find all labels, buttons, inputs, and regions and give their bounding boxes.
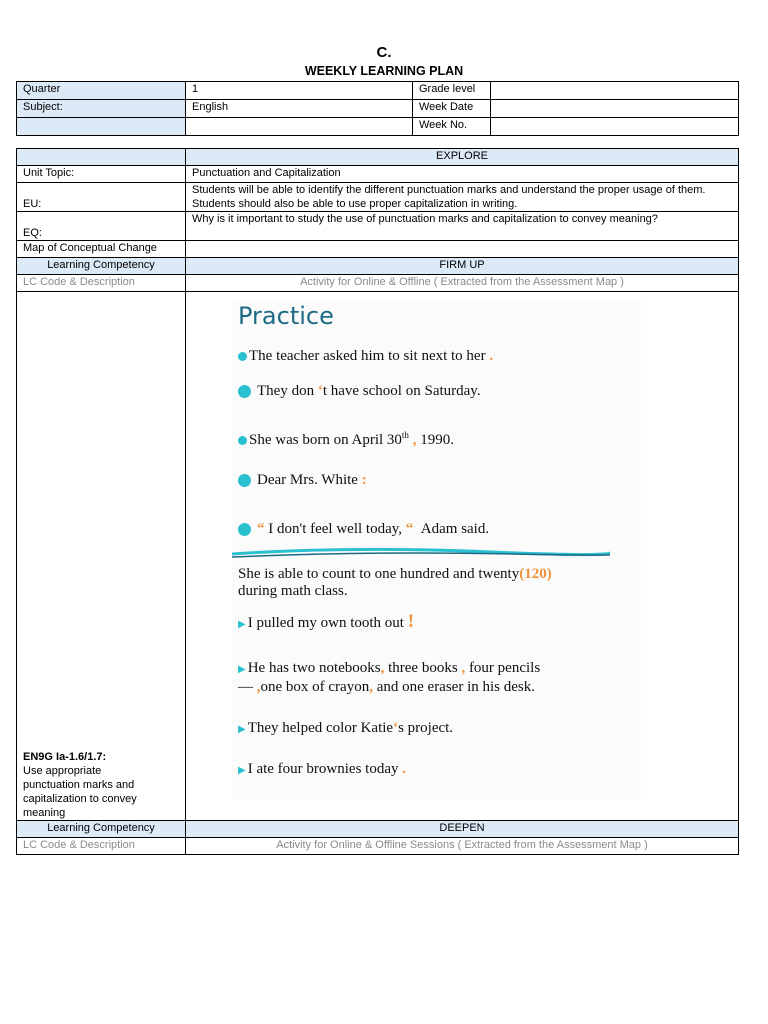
practice-sentence-7: ▶ I pulled my own tooth out !: [238, 611, 415, 632]
info-blank-cell: [186, 118, 413, 136]
bullet-dot-icon: [238, 436, 247, 445]
practice-sentence-1: The teacher asked him to sit next to her .: [238, 348, 493, 365]
bullet-arrow-icon: ▶: [238, 619, 246, 630]
practice-sentence-4: Dear Mrs. White :: [238, 472, 367, 489]
lc-header: Learning Competency: [17, 258, 186, 275]
week-no-value: [491, 118, 739, 136]
week-no-label: Week No.: [413, 118, 491, 136]
eq-label: EQ:: [17, 212, 186, 241]
practice-sentence-10: ▶ I ate four brownies today .: [238, 761, 406, 777]
practice-sentence-6: She is able to count to one hundred and twenty(120): [238, 566, 552, 582]
deepen-header: DEEPEN: [186, 821, 739, 838]
map-value: [186, 241, 739, 258]
quarter-value: 1: [186, 82, 413, 100]
competency-code: EN9G Ia-1.6/1.7:: [23, 751, 107, 763]
competency-description: Use appropriate punctuation marks and capitalization to convey meaning: [23, 765, 137, 819]
subject-label: Subject:: [17, 100, 186, 118]
practice-image: [232, 300, 641, 800]
practice-sentence-9: ▶ They helped color Katie‘s project.: [238, 720, 454, 736]
firm-up-header: FIRM UP: [186, 258, 739, 275]
practice-sentence-8b: — ,one box of crayon, and one eraser in his desk.: [238, 679, 536, 695]
bullet-arrow-icon: ▶: [238, 724, 246, 735]
bullet-dot-icon: [238, 352, 247, 361]
subject-value: English: [186, 100, 413, 118]
wave-divider: [232, 548, 610, 560]
plan-corner-cell: [17, 149, 186, 166]
unit-topic-label: Unit Topic:: [17, 166, 186, 183]
eu-label: EU:: [17, 183, 186, 212]
practice-sentence-8: ▶ He has two notebooks, three books , four pencils: [238, 660, 541, 676]
lc-code-label-2: LC Code & Description: [17, 838, 186, 855]
map-label: Map of Conceptual Change: [17, 241, 186, 258]
bullet-arrow-icon: ▶: [238, 765, 246, 776]
practice-sentence-6b: during math class.: [238, 583, 348, 599]
bullet-dot-icon: [238, 385, 251, 398]
bullet-arrow-icon: ▶: [238, 664, 246, 675]
page-title: WEEKLY LEARNING PLAN: [304, 64, 464, 78]
section-letter: C.: [376, 44, 392, 61]
practice-sentence-5: “ I don't feel well today, “ Adam said.: [238, 521, 489, 538]
week-date-value: [491, 100, 739, 118]
competency-cell: [17, 292, 186, 821]
eu-value: Students will be able to identify the different punctuation marks and understand the proper usage of them. Students should also be able to use proper capitalization in writing.: [186, 183, 739, 212]
bullet-dot-icon: [238, 523, 251, 536]
practice-sentence-3: She was born on April 30th , 1990.: [238, 430, 454, 449]
week-date-label: Week Date: [413, 100, 491, 118]
grade-label: Grade level: [413, 82, 491, 100]
lc-header-2: Learning Competency: [17, 821, 186, 838]
activity-header: Activity for Online & Offline ( Extracted from the Assessment Map ): [186, 275, 739, 292]
lc-code-label: LC Code & Description: [17, 275, 186, 292]
grade-value: [491, 82, 739, 100]
info-blank-cell: [17, 118, 186, 136]
activity-header-2: Activity for Online & Offline Sessions ( Extracted from the Assessment Map ): [186, 838, 739, 855]
info-table: [16, 81, 739, 136]
bullet-dot-icon: [238, 474, 251, 487]
practice-sentence-2: They don ‘t have school on Saturday.: [238, 383, 481, 400]
unit-topic-value: Punctuation and Capitalization: [186, 166, 739, 183]
explore-header: EXPLORE: [186, 149, 739, 166]
practice-heading: Practice: [238, 302, 334, 330]
quarter-label: Quarter: [17, 82, 186, 100]
eq-value: Why is it important to study the use of punctuation marks and capitalization to convey meaning?: [186, 212, 739, 241]
